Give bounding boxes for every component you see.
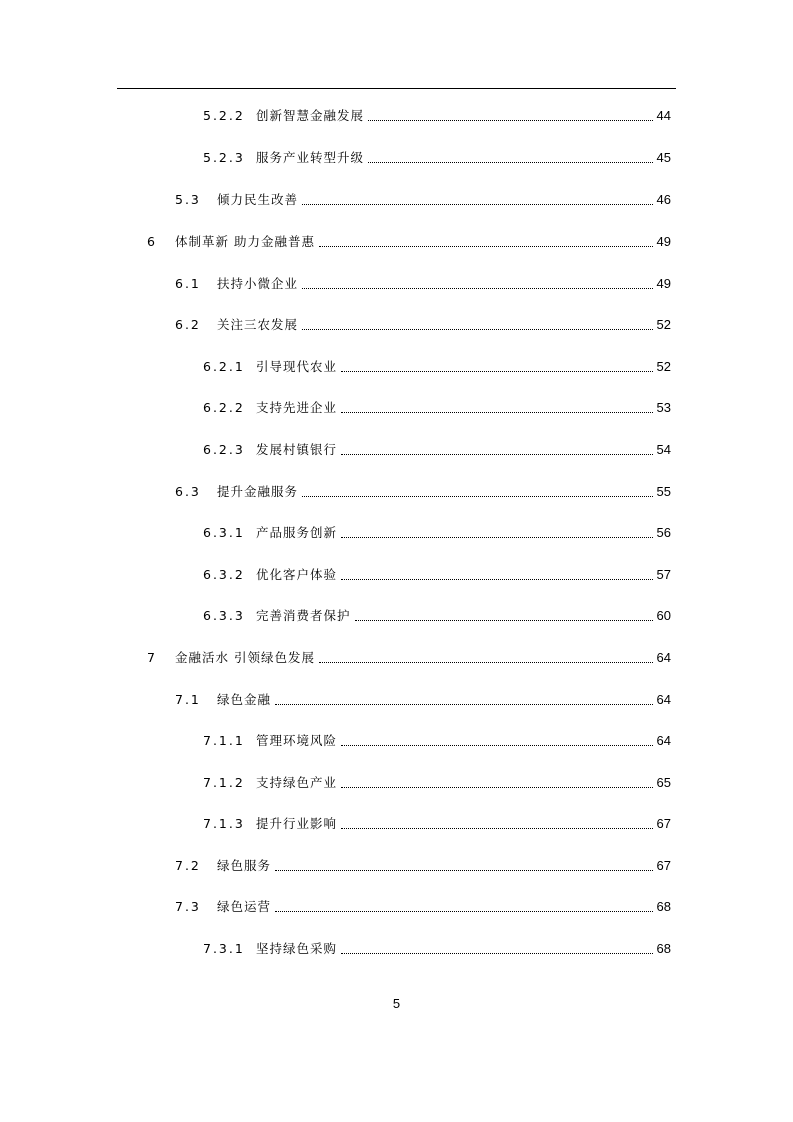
- toc-title: 扶持小微企业: [217, 276, 299, 291]
- toc-title: 优化客户体验: [256, 567, 338, 582]
- toc-entry-7-1-3[interactable]: [203, 814, 671, 834]
- toc-entry-7-3[interactable]: [175, 897, 671, 917]
- toc-page: 64: [656, 650, 671, 665]
- toc-leader-dots: [341, 454, 653, 455]
- toc-number: 7: [147, 650, 157, 665]
- toc-leader-dots: [341, 953, 653, 954]
- toc-entry-7-1-1[interactable]: [203, 731, 671, 751]
- toc-number: 7.1.2: [203, 775, 245, 790]
- toc-title: 绿色运营: [217, 899, 272, 914]
- toc-number: 6.3.1: [203, 525, 245, 540]
- toc-entry-5-2-3[interactable]: [203, 148, 671, 168]
- toc-leader-dots: [341, 371, 653, 372]
- toc-title: 引导现代农业: [256, 359, 338, 374]
- toc-entry-7-1[interactable]: [175, 690, 671, 710]
- toc-leader-dots: [341, 412, 653, 413]
- toc-title: 倾力民生改善: [217, 192, 299, 207]
- toc-title: 体制革新 助力金融普惠: [175, 234, 315, 249]
- toc-title: 支持先进企业: [256, 400, 338, 415]
- toc-entry-6[interactable]: [147, 232, 671, 252]
- toc-title: 坚持绿色采购: [256, 941, 338, 956]
- toc-page: 45: [656, 150, 671, 165]
- toc-number: 5.2.3: [203, 150, 245, 165]
- toc-title: 完善消费者保护: [256, 608, 351, 623]
- toc-leader-dots: [302, 288, 653, 289]
- toc-entry-6-3-2[interactable]: [203, 565, 671, 585]
- toc-title: 提升行业影响: [256, 816, 338, 831]
- toc-title: 支持绿色产业: [256, 775, 338, 790]
- toc-number: 7.2: [175, 858, 201, 873]
- toc-leader-dots: [368, 162, 653, 163]
- toc-page: 64: [656, 692, 671, 707]
- toc-page: 68: [656, 899, 671, 914]
- toc-page: 55: [656, 484, 671, 499]
- toc-leader-dots: [275, 870, 653, 871]
- toc-title: 创新智慧金融发展: [256, 108, 365, 123]
- toc-entry-6-2-1[interactable]: [203, 357, 671, 377]
- toc-entry-5-2-2[interactable]: [203, 106, 671, 126]
- toc-entry-7[interactable]: [147, 648, 671, 668]
- toc-number: 6.3.2: [203, 567, 245, 582]
- toc-entry-7-2[interactable]: [175, 856, 671, 876]
- toc-page: 57: [656, 567, 671, 582]
- toc-entry-6-2-3[interactable]: [203, 440, 671, 460]
- toc-title: 绿色金融: [217, 692, 272, 707]
- toc-number: 6.1: [175, 276, 201, 291]
- toc-title: 关注三农发展: [217, 317, 299, 332]
- toc-entry-7-3-1[interactable]: [203, 939, 671, 959]
- toc-page: 53: [656, 400, 671, 415]
- toc-number: 6: [147, 234, 157, 249]
- toc-leader-dots: [341, 537, 653, 538]
- toc-page: 49: [656, 276, 671, 291]
- toc-page: 65: [656, 775, 671, 790]
- toc-page: 56: [656, 525, 671, 540]
- toc-page: 52: [656, 359, 671, 374]
- toc-leader-dots: [319, 662, 653, 663]
- toc-title: 发展村镇银行: [256, 442, 338, 457]
- toc-number: 6.2.3: [203, 442, 245, 457]
- toc-entry-6-3[interactable]: [175, 482, 671, 502]
- toc-page: 44: [656, 108, 671, 123]
- toc-page: 60: [656, 608, 671, 623]
- toc-leader-dots: [302, 329, 653, 330]
- page-number: 5: [392, 996, 401, 1011]
- toc-leader-dots: [275, 704, 653, 705]
- toc-entry-6-1[interactable]: [175, 274, 671, 294]
- toc-title: 提升金融服务: [217, 484, 299, 499]
- toc-leader-dots: [341, 579, 653, 580]
- toc-leader-dots: [275, 911, 653, 912]
- toc-number: 6.2: [175, 317, 201, 332]
- toc-number: 5.3: [175, 192, 201, 207]
- toc-number: 7.1: [175, 692, 201, 707]
- toc-number: 7.3: [175, 899, 201, 914]
- toc-number: 7.3.1: [203, 941, 245, 956]
- toc-number: 6.3: [175, 484, 201, 499]
- toc-page: 67: [656, 816, 671, 831]
- toc-leader-dots: [368, 120, 653, 121]
- toc-leader-dots: [319, 246, 653, 247]
- toc-entry-6-2[interactable]: [175, 315, 671, 335]
- toc-entry-6-3-3[interactable]: [203, 606, 671, 626]
- toc-leader-dots: [341, 745, 653, 746]
- toc-number: 6.3.3: [203, 608, 245, 623]
- toc-number: 7.1.1: [203, 733, 245, 748]
- toc-entry-7-1-2[interactable]: [203, 773, 671, 793]
- toc-title: 服务产业转型升级: [256, 150, 365, 165]
- toc-entry-6-2-2[interactable]: [203, 398, 671, 418]
- toc-leader-dots: [302, 496, 653, 497]
- toc-title: 管理环境风险: [256, 733, 338, 748]
- toc-number: 7.1.3: [203, 816, 245, 831]
- toc-page: 49: [656, 234, 671, 249]
- toc-page: 46: [656, 192, 671, 207]
- toc-title: 金融活水 引领绿色发展: [175, 650, 315, 665]
- toc-leader-dots: [302, 204, 653, 205]
- toc-entry-5-3[interactable]: [175, 190, 671, 210]
- toc-entry-6-3-1[interactable]: [203, 523, 671, 543]
- toc-page: 54: [656, 442, 671, 457]
- toc-page: 64: [656, 733, 671, 748]
- toc-title: 绿色服务: [217, 858, 272, 873]
- toc-page: 68: [656, 941, 671, 956]
- toc-leader-dots: [341, 828, 653, 829]
- toc-page: 52: [656, 317, 671, 332]
- toc-leader-dots: [355, 620, 653, 621]
- toc-number: 6.2.1: [203, 359, 245, 374]
- toc-page: 67: [656, 858, 671, 873]
- toc-leader-dots: [341, 787, 653, 788]
- toc-number: 5.2.2: [203, 108, 245, 123]
- toc-title: 产品服务创新: [256, 525, 338, 540]
- toc-number: 6.2.2: [203, 400, 245, 415]
